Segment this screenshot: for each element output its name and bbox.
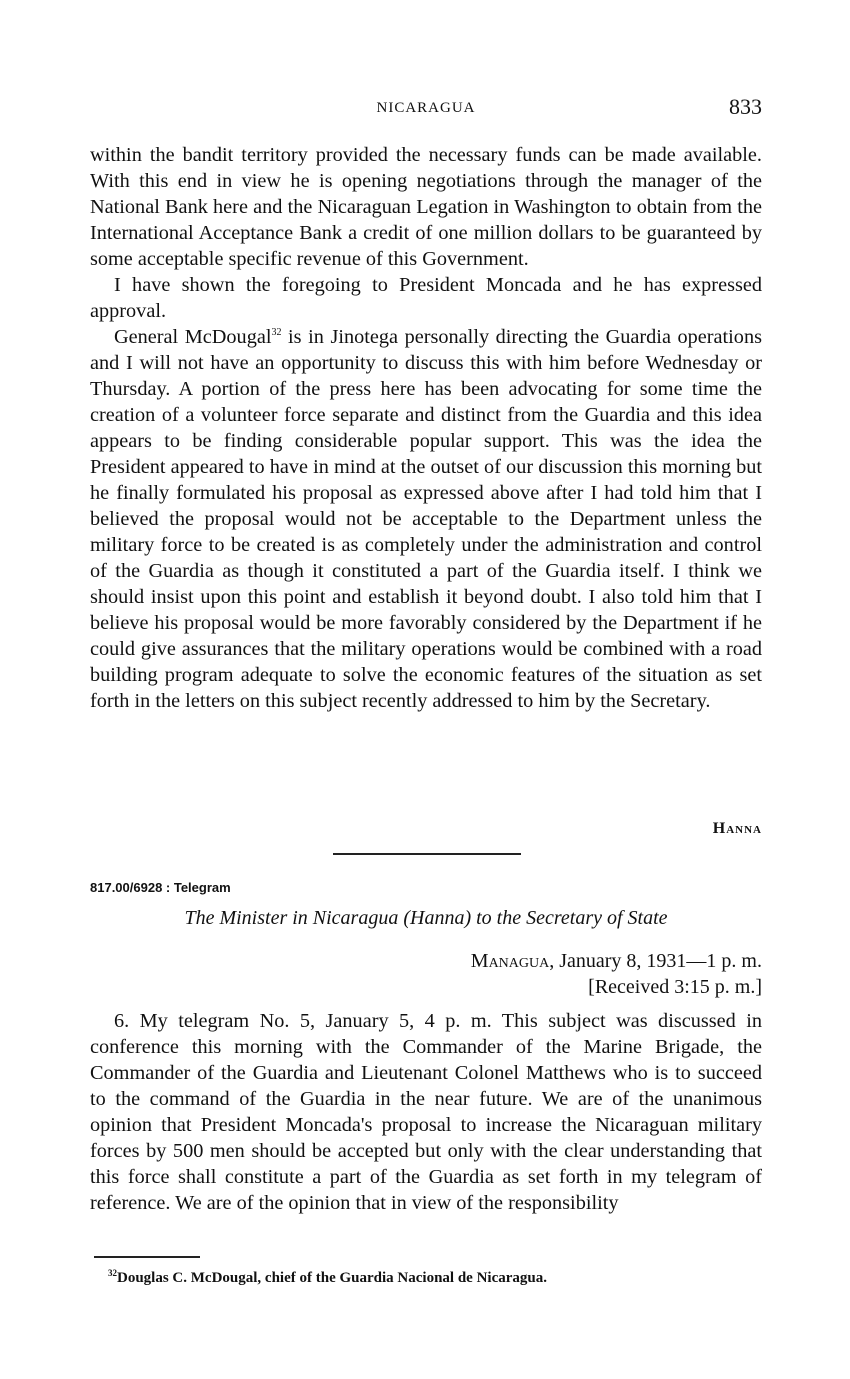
paragraph-approval: I have shown the foregoing to President Moncada and he has expressed approval. xyxy=(90,274,762,322)
paragraph-rest: is in Jinotega personally directing the Guardia operations and I will not have an opportunity to discuss this with him before Wednesday or Thursday. A portion of the press here has been advocating for some time the creation of a volunteer force separate and distinct from the Guardia and this idea appears to be finding considerable popular support. This was the idea the President appeared to have in mind at the outset of our discussion this morning but he finally formulated his proposal as expressed above after I had told him that I believed the proposal would not be acceptable to the Department unless the military force to be created is as completely under the administration and control of the Guardia as though it constituted a part of the Guardia itself. I think we should insist upon this point and establish it beyond doubt. I also told him that I believe his proposal would be more favorably considered by the Department if he could give assurances that the military operations would be combined with a road building program adequate to solve the economic features of the situation as set forth in the letters on this subject recently addressed to him by the Secretary. xyxy=(90,326,762,712)
footnote-text: Douglas C. McDougal, chief of the Guardia Nacional de Nicaragua. xyxy=(117,1270,547,1286)
footnote-ref: 32 xyxy=(271,327,282,339)
dateline-place: Managua xyxy=(470,950,550,972)
paragraph-lead: General McDougal xyxy=(114,326,272,348)
paragraph-mcdougal xyxy=(90,324,762,714)
dateline-date: , January 8, 1931—1 p. m. xyxy=(549,950,762,972)
page-header xyxy=(90,94,762,124)
running-title: NICARAGUA xyxy=(376,100,476,116)
received-line: [Received 3:15 p. m.] xyxy=(588,976,762,998)
report-body xyxy=(90,142,762,714)
footnote-divider xyxy=(94,1256,200,1258)
dateline xyxy=(471,950,762,973)
telegram-paragraph: 6. My telegram No. 5, January 5, 4 p. m. This subject was discussed in conference this morning with the Commander of the Marine Brigade, the Commander of the Guardia and Lieutenant Colonel Matthews who is to succeed to the command of the Guardia in the near future. We are of the unanimous opinion that President Moncada's proposal to increase the Nicaraguan military forces by 500 men should be accepted but only with the clear understanding that this force shall constitute a part of the Guardia as set forth in my telegram of reference. We are of the opinion that in view of the responsibility xyxy=(90,1010,762,1214)
page-number: 833 xyxy=(729,94,762,119)
telegram-body xyxy=(90,1008,762,1216)
footnote-marker: 32 xyxy=(108,1268,117,1278)
section-divider xyxy=(333,853,521,855)
document-title: The Minister in Nicaragua (Hanna) to the Secretary of State xyxy=(184,907,668,929)
signature: Hanna xyxy=(712,820,762,837)
paragraph-continued: within the bandit territory provided the necessary funds can be made available. With this end in view he is opening negotiations through the manager of the National Bank here and the Nicaraguan Legation in Washington to obtain from the International Acceptance Bank a credit of one million dollars to be guaranteed by some acceptable specific revenue of this Government. xyxy=(90,144,762,270)
footnote xyxy=(108,1270,547,1287)
file-reference: 817.00/6928 : Telegram xyxy=(90,880,231,895)
